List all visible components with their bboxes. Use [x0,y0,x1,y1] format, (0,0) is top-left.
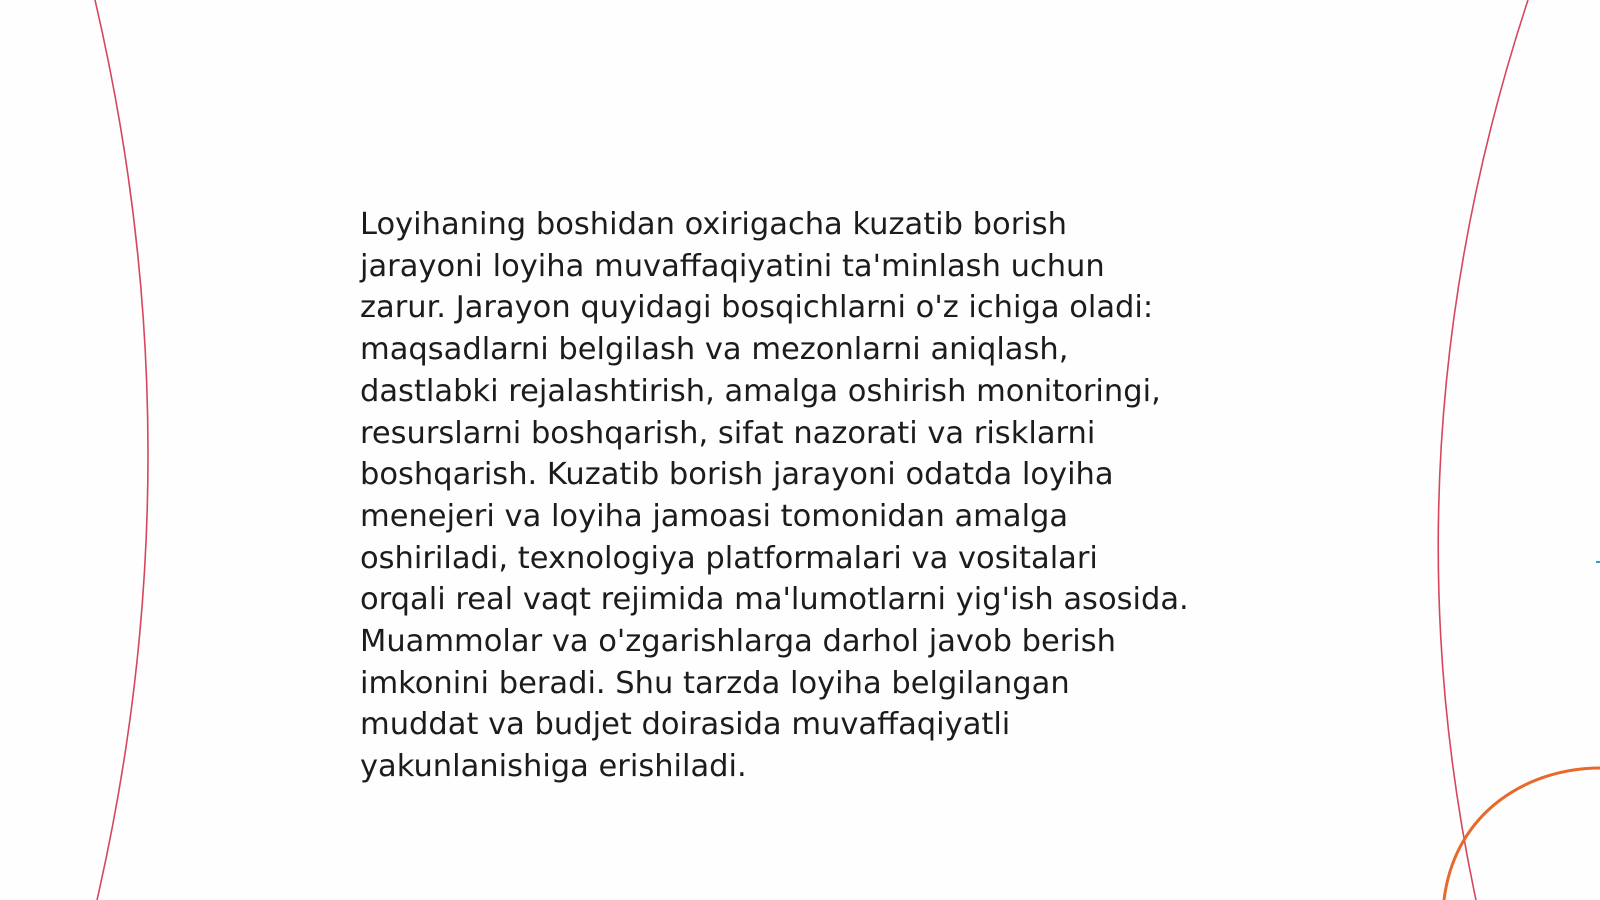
right-curve [1438,0,1528,900]
orange-arc [1444,768,1600,900]
body-paragraph: Loyihaning boshidan oxirigacha kuzatib borish jarayoni loyiha muvaffaqiyatini ta'minlash uchun zarur. Jarayon quyidagi bosqichlarni o'z ichiga oladi: maqsadlarni belgilash va mezonlarni aniqlash, dastlabki rejalashtirish, amalga oshirish monitoringi, resurslarni boshqarish, sifat nazorati va risklarni boshqarish. Kuzatib borish jarayoni odatda loyiha menejeri va loyiha jamoasi tomonidan amalga oshiriladi, texnologiya platformalari va vositalari orqali real vaqt rejimida ma'lumotlarni yig'ish asosida. Muammolar va o'zgarishlarga darhol javob berish imkonini beradi. Shu tarzda loyiha belgilangan muddat va budjet doirasida muvaffaqiyatli yakunlanishiga erishiladi. [360,207,1189,785]
left-curve [95,0,148,900]
